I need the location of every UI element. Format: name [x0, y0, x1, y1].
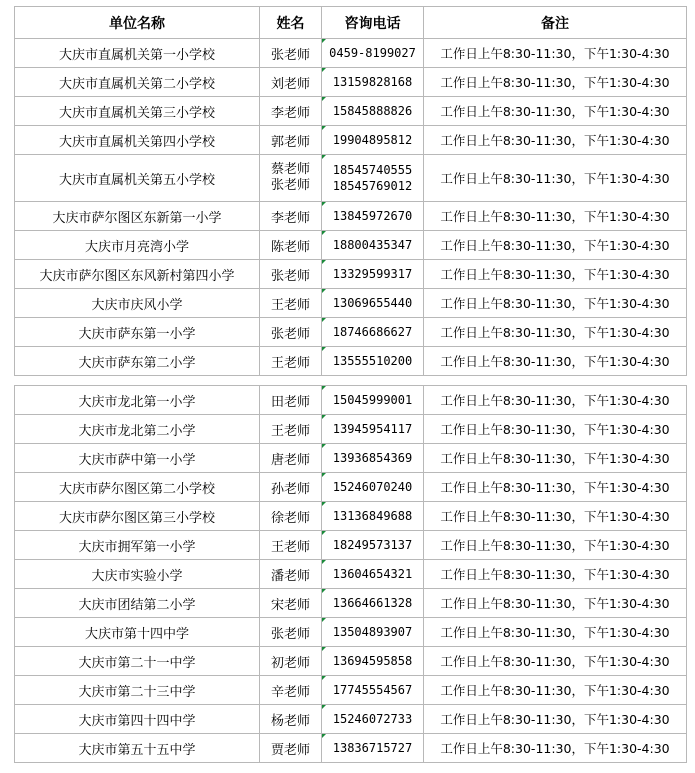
- note-cell: 工作日上午8:30-11:30，下午1:30-4:30: [424, 68, 687, 97]
- note-cell: 工作日上午8:30-11:30，下午1:30-4:30: [424, 473, 687, 502]
- phone-cell: 13069655440: [322, 289, 424, 318]
- table-row: [15, 202, 687, 231]
- unit-cell: 大庆市第二十一中学: [15, 647, 260, 676]
- name-cell: 王老师: [260, 415, 322, 444]
- note-cell: 工作日上午8:30-11:30，下午1:30-4:30: [424, 202, 687, 231]
- table-row: [15, 97, 687, 126]
- name-cell: 李老师: [260, 202, 322, 231]
- name-cell: 唐老师: [260, 444, 322, 473]
- unit-cell: 大庆市萨东第二小学: [15, 347, 260, 376]
- table-row: [15, 126, 687, 155]
- name-cell: 张老师: [260, 618, 322, 647]
- note-cell: 工作日上午8:30-11:30，下午1:30-4:30: [424, 502, 687, 531]
- name-cell: 杨老师: [260, 705, 322, 734]
- note-cell: 工作日上午8:30-11:30，下午1:30-4:30: [424, 231, 687, 260]
- phone-cell: 19904895812: [322, 126, 424, 155]
- phone-cell: 13694595858: [322, 647, 424, 676]
- table-row: [15, 734, 687, 763]
- note-cell: 工作日上午8:30-11:30，下午1:30-4:30: [424, 347, 687, 376]
- name-cell: 张老师: [260, 318, 322, 347]
- table-row: [15, 260, 687, 289]
- name-cell: [260, 155, 322, 202]
- note-cell: 工作日上午8:30-11:30，下午1:30-4:30: [424, 705, 687, 734]
- name-cell: 田老师: [260, 386, 322, 415]
- note-cell: 工作日上午8:30-11:30，下午1:30-4:30: [424, 589, 687, 618]
- note-cell: 工作日上午8:30-11:30，下午1:30-4:30: [424, 531, 687, 560]
- phone-cell: [322, 155, 424, 202]
- contact-table-top: [14, 6, 687, 376]
- phone-cell: 15045999001: [322, 386, 424, 415]
- note-cell: 工作日上午8:30-11:30，下午1:30-4:30: [424, 647, 687, 676]
- unit-cell: 大庆市萨尔图区东风新村第四小学: [15, 260, 260, 289]
- table-row: [15, 618, 687, 647]
- phone-cell: 13936854369: [322, 444, 424, 473]
- name-cell: 贾老师: [260, 734, 322, 763]
- unit-cell: 大庆市龙北第一小学: [15, 386, 260, 415]
- unit-cell: 大庆市第五十五中学: [15, 734, 260, 763]
- phone-cell: 18800435347: [322, 231, 424, 260]
- table-row: [15, 705, 687, 734]
- table-row: [15, 155, 687, 202]
- table-row: [15, 318, 687, 347]
- name-cell: 孙老师: [260, 473, 322, 502]
- unit-cell: 大庆市拥军第一小学: [15, 531, 260, 560]
- name-cell: 辛老师: [260, 676, 322, 705]
- phone-cell: 13136849688: [322, 502, 424, 531]
- note-cell: 工作日上午8:30-11:30，下午1:30-4:30: [424, 676, 687, 705]
- table-row: [15, 531, 687, 560]
- header-phone: 咨询电话: [322, 7, 424, 39]
- name-cell: 郭老师: [260, 126, 322, 155]
- note-cell: 工作日上午8:30-11:30，下午1:30-4:30: [424, 415, 687, 444]
- phone-line: 18545769012: [332, 179, 413, 193]
- phone-cell: 0459-8199027: [322, 39, 424, 68]
- phone-cell: 13945954117: [322, 415, 424, 444]
- table-row: [15, 289, 687, 318]
- phone-cell: 15246070240: [322, 473, 424, 502]
- table-row: [15, 589, 687, 618]
- phone-cell: 13159828168: [322, 68, 424, 97]
- header-note: 备注: [424, 7, 687, 39]
- note-cell: 工作日上午8:30-11:30，下午1:30-4:30: [424, 155, 687, 202]
- name-cell: 张老师: [260, 260, 322, 289]
- unit-cell: 大庆市第十四中学: [15, 618, 260, 647]
- table-row: [15, 676, 687, 705]
- phone-cell: 13664661328: [322, 589, 424, 618]
- name-cell: 李老师: [260, 97, 322, 126]
- table-row: [15, 473, 687, 502]
- note-cell: 工作日上午8:30-11:30，下午1:30-4:30: [424, 386, 687, 415]
- phone-cell: 15845888826: [322, 97, 424, 126]
- note-cell: 工作日上午8:30-11:30，下午1:30-4:30: [424, 126, 687, 155]
- name-cell: 王老师: [260, 289, 322, 318]
- unit-cell: 大庆市月亮湾小学: [15, 231, 260, 260]
- header-unit: 单位名称: [15, 7, 260, 39]
- table-row: [15, 386, 687, 415]
- unit-cell: 大庆市萨尔图区第三小学校: [15, 502, 260, 531]
- note-cell: 工作日上午8:30-11:30，下午1:30-4:30: [424, 560, 687, 589]
- unit-cell: 大庆市龙北第二小学: [15, 415, 260, 444]
- table-row: [15, 502, 687, 531]
- note-cell: 工作日上午8:30-11:30，下午1:30-4:30: [424, 260, 687, 289]
- unit-cell: 大庆市团结第二小学: [15, 589, 260, 618]
- note-cell: 工作日上午8:30-11:30，下午1:30-4:30: [424, 289, 687, 318]
- unit-cell: 大庆市庆风小学: [15, 289, 260, 318]
- header-name: 姓名: [260, 7, 322, 39]
- phone-cell: 18249573137: [322, 531, 424, 560]
- unit-cell: 大庆市实验小学: [15, 560, 260, 589]
- name-cell: 陈老师: [260, 231, 322, 260]
- phone-cell: 18746686627: [322, 318, 424, 347]
- unit-cell: 大庆市萨尔图区东新第一小学: [15, 202, 260, 231]
- unit-cell: 大庆市直属机关第四小学校: [15, 126, 260, 155]
- phone-cell: 13845972670: [322, 202, 424, 231]
- unit-cell: 大庆市直属机关第二小学校: [15, 68, 260, 97]
- note-cell: 工作日上午8:30-11:30，下午1:30-4:30: [424, 39, 687, 68]
- name-cell: 王老师: [260, 531, 322, 560]
- phone-cell: 15246072733: [322, 705, 424, 734]
- unit-cell: 大庆市直属机关第五小学校: [15, 155, 260, 202]
- name-cell: 徐老师: [260, 502, 322, 531]
- name-line: 张老师: [270, 178, 310, 193]
- note-cell: 工作日上午8:30-11:30，下午1:30-4:30: [424, 97, 687, 126]
- contact-table-bottom: [14, 385, 687, 763]
- phone-cell: 13329599317: [322, 260, 424, 289]
- name-cell: 宋老师: [260, 589, 322, 618]
- unit-cell: 大庆市直属机关第三小学校: [15, 97, 260, 126]
- name-cell: 刘老师: [260, 68, 322, 97]
- table-row: [15, 347, 687, 376]
- unit-cell: 大庆市萨尔图区第二小学校: [15, 473, 260, 502]
- name-cell: 初老师: [260, 647, 322, 676]
- table-row: [15, 444, 687, 473]
- phone-cell: 13604654321: [322, 560, 424, 589]
- unit-cell: 大庆市第二十三中学: [15, 676, 260, 705]
- table-row: [15, 68, 687, 97]
- unit-cell: 大庆市萨东第一小学: [15, 318, 260, 347]
- phone-cell: 13504893907: [322, 618, 424, 647]
- table-row: [15, 39, 687, 68]
- table-row: [15, 415, 687, 444]
- phone-line: 18545740555: [332, 163, 413, 177]
- note-cell: 工作日上午8:30-11:30，下午1:30-4:30: [424, 618, 687, 647]
- note-cell: 工作日上午8:30-11:30，下午1:30-4:30: [424, 318, 687, 347]
- unit-cell: 大庆市第四十四中学: [15, 705, 260, 734]
- phone-cell: 13836715727: [322, 734, 424, 763]
- name-line: 蔡老师: [270, 162, 310, 177]
- unit-cell: 大庆市萨中第一小学: [15, 444, 260, 473]
- note-cell: 工作日上午8:30-11:30，下午1:30-4:30: [424, 444, 687, 473]
- name-cell: 张老师: [260, 39, 322, 68]
- table-row: [15, 231, 687, 260]
- header-row: [15, 7, 687, 39]
- table-row: [15, 560, 687, 589]
- name-cell: 潘老师: [260, 560, 322, 589]
- unit-cell: 大庆市直属机关第一小学校: [15, 39, 260, 68]
- phone-cell: 13555510200: [322, 347, 424, 376]
- note-cell: 工作日上午8:30-11:30，下午1:30-4:30: [424, 734, 687, 763]
- name-cell: 王老师: [260, 347, 322, 376]
- phone-cell: 17745554567: [322, 676, 424, 705]
- table-row: [15, 647, 687, 676]
